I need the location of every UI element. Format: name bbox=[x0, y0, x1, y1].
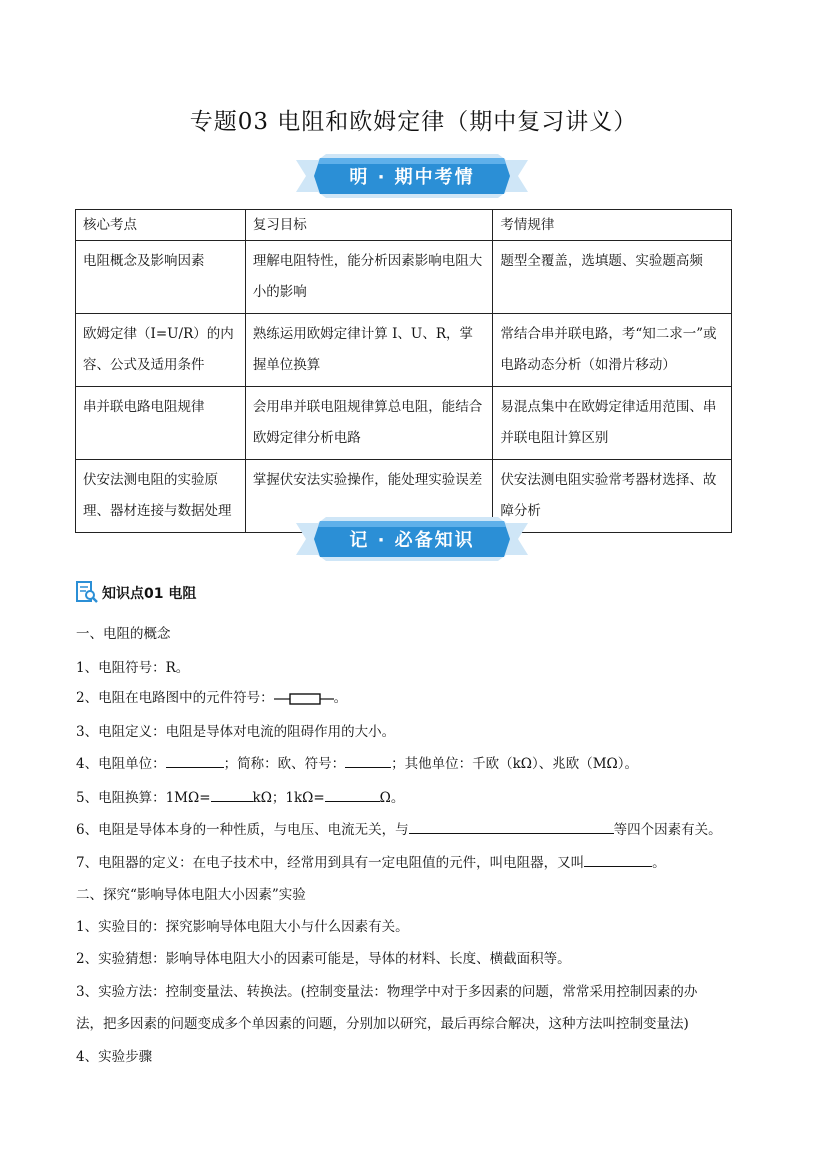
text-line bbox=[76, 786, 404, 806]
text-span: 等四个因素有关。 bbox=[613, 822, 722, 838]
table-cell: 理解电阻特性，能分析因素影响电阻大小的影响 bbox=[245, 241, 493, 314]
answer-blank bbox=[211, 787, 253, 802]
table-cell: 伏安法测电阻实验常考器材选择、故障分析 bbox=[493, 460, 732, 533]
table-cell: 会用串并联电阻规律算总电阻，能结合欧姆定律分析电路 bbox=[245, 387, 493, 460]
text-line: 3、电阻定义：电阻是导体对电流的阻碍作用的大小。 bbox=[76, 724, 396, 740]
text-line: 1、电阻符号：R。 bbox=[76, 660, 190, 676]
text-line: 二、探究“影响导体电阻大小因素”实验 bbox=[76, 887, 306, 903]
table-cell: 电阻概念及影响因素 bbox=[76, 241, 246, 314]
table-cell: 伏安法测电阻的实验原理、器材连接与数据处理 bbox=[76, 460, 246, 533]
text-span: kΩ；1kΩ= bbox=[252, 790, 325, 806]
text-line: 1、实验目的：探究影响导体电阻大小与什么因素有关。 bbox=[76, 919, 409, 935]
text-span: 2、电阻在电路图中的元件符号： bbox=[76, 690, 274, 706]
text-span: 4、电阻单位： bbox=[76, 756, 166, 772]
answer-blank bbox=[409, 819, 614, 834]
table-row bbox=[76, 314, 732, 387]
table-cell: 易混点集中在欧姆定律适用范围、串并联电阻计算区别 bbox=[493, 387, 732, 460]
table-header-cell: 复习目标 bbox=[245, 210, 493, 241]
table-cell: 欧姆定律（I=U/R）的内容、公式及适用条件 bbox=[76, 314, 246, 387]
text-span: Ω。 bbox=[379, 790, 405, 806]
text-line: 法，把多因素的问题变成多个单因素的问题，分别加以研究，最后再综合解决，这种方法叫控制变量法) bbox=[76, 1016, 689, 1032]
text-line: 2、实验猜想：影响导体电阻大小的因素可能是，导体的材料、长度、横截面积等。 bbox=[76, 951, 571, 967]
text-line: 一、电阻的概念 bbox=[76, 626, 171, 642]
answer-blank bbox=[166, 753, 224, 768]
text-line: 3、实验方法：控制变量法、转换法。(控制变量法：物理学中对于多因素的问题，常常采用控制因素的办 bbox=[76, 984, 698, 1000]
text-line bbox=[76, 752, 638, 772]
page-title: 专题03 电阻和欧姆定律（期中复习讲义） bbox=[189, 109, 638, 135]
text-line bbox=[76, 686, 347, 706]
text-span: 7、电阻器的定义：在电子技术中，经常用到具有一定电阻值的元件，叫电阻器，又叫 bbox=[76, 855, 585, 871]
answer-blank bbox=[345, 753, 391, 768]
text-span: 6、电阻是导体本身的一种性质，与电压、电流无关，与 bbox=[76, 822, 409, 838]
table-cell: 题型全覆盖，选填题、实验题高频 bbox=[493, 241, 732, 314]
answer-blank bbox=[584, 852, 652, 867]
resistor-symbol-icon bbox=[274, 693, 334, 705]
table-cell: 常结合串并联电路，考“知二求一”或电路动态分析（如滑片移动） bbox=[493, 314, 732, 387]
table-row bbox=[76, 241, 732, 314]
text-line bbox=[76, 851, 666, 871]
exam-overview-table bbox=[75, 209, 732, 533]
text-line: 4、实验步骤 bbox=[76, 1049, 153, 1065]
banner-title: 明 · 期中考情 bbox=[349, 167, 475, 188]
text-span: ；简称：欧、符号： bbox=[223, 756, 346, 772]
answer-blank bbox=[325, 787, 380, 802]
table-cell: 串并联电路电阻规律 bbox=[76, 387, 246, 460]
text-span: 。 bbox=[333, 690, 348, 706]
table-header-cell: 核心考点 bbox=[76, 210, 246, 241]
knowledge-point-icon bbox=[76, 580, 98, 604]
section-banner-exam bbox=[296, 154, 528, 198]
text-span: ；其他单位：千欧（kΩ）、兆欧（MΩ）。 bbox=[391, 756, 638, 772]
text-span: 5、电阻换算：1MΩ= bbox=[76, 790, 211, 806]
text-span: 。 bbox=[652, 855, 666, 871]
table-cell: 熟练运用欧姆定律计算 I、U、R，掌握单位换算 bbox=[245, 314, 493, 387]
knowledge-point-title: 知识点01 电阻 bbox=[102, 586, 197, 602]
table-row bbox=[76, 387, 732, 460]
table-cell: 掌握伏安法实验操作，能处理实验误差 bbox=[245, 460, 493, 533]
text-line bbox=[76, 818, 722, 838]
table-header-cell: 考情规律 bbox=[493, 210, 732, 241]
banner-title: 记 · 必备知识 bbox=[349, 530, 475, 551]
table-header-row bbox=[76, 210, 732, 241]
section-banner-knowledge bbox=[296, 517, 528, 561]
